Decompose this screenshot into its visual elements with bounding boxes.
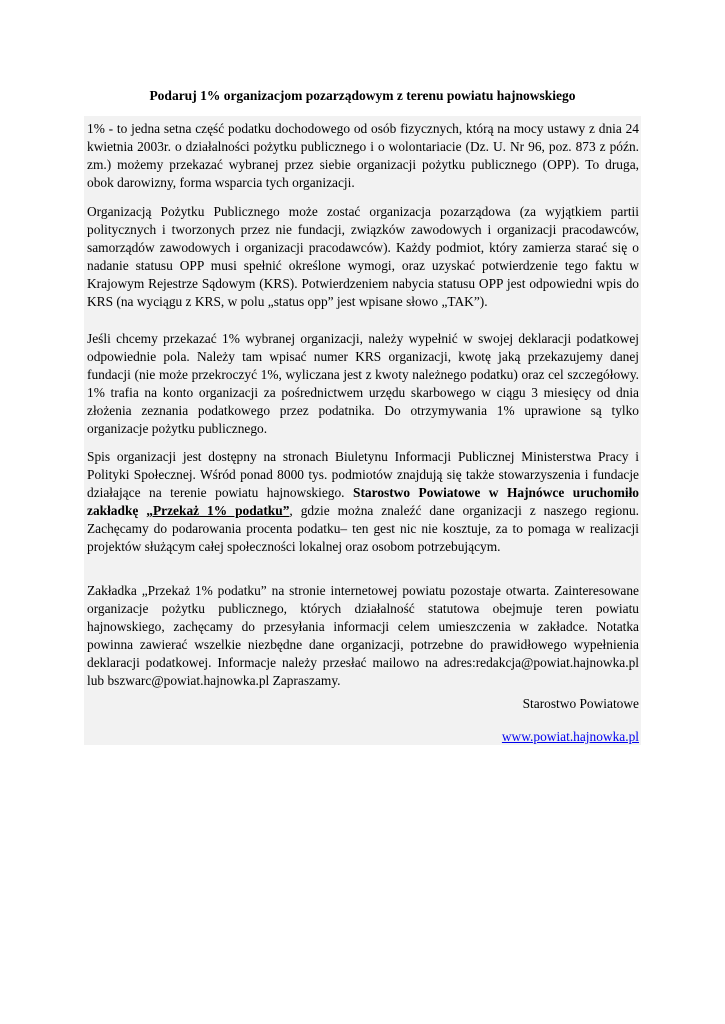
signature: Starostwo Powiatowe <box>522 696 639 711</box>
paragraph-4-bold: Starostwo Powiatowe w Hajnówce uruchomiło zakładkę <box>87 485 639 518</box>
paragraph-1-percent-definition: 1% - to jedna setna część podatku dochodowego od osób fizycznych, którą na mocy ustawy z dnia 24 kwietnia 2003r. o działalności pożytku publicznego i o wolontariacie (Dz. U. Nr 96, poz. 873 z późn. zm.) możemy przekazać wybranej przez siebie organizacji pożytku publicznego (OPP). To druga, obok darowizny, forma wsparcia tych organizacji. <box>87 121 639 190</box>
paragraph-organization-list <box>87 448 639 556</box>
paragraph-4-start: Spis organizacji jest dostępny na stronach Biuletynu Informacji Publicznej Ministerstwa Pracy i Polityki Społecznej. Wśród ponad 8000 tys. podmiotów znajdują się także stowarzyszenia i fundacje działające na terenie powiatu hajnowskiego. <box>87 449 639 500</box>
paragraph-how-to-donate: Jeśli chcemy przekazać 1% wybranej organizacji, należy wypełnić w swojej deklaracji podatkowej odpowiednie pola. Należy tam wpisać numer KRS organizacji, kwotę jaką przekazujemy danej fundacji (nie może przekroczyć 1%, wyliczana jest z kwoty należnego podatku) oraz cel szczegółowy. 1% trafia na konto organizacji za pośrednictwem urzędu skarbowego w ciągu 3 miesięcy od dnia złożenia zeznania podatkowego przez podatnika. Do otrzymywania 1% uprawione są tylko organizacje pożytku publicznego. <box>87 331 639 436</box>
website-link[interactable]: www.powiat.hajnowka.pl <box>501 729 639 744</box>
website-line <box>87 728 639 746</box>
paragraph-tab-open: Zakładka „Przekaż 1% podatku” na stronie internetowej powiatu pozostaje otwarta. Zainteresowane organizacje pożytku publicznego, których działalność statutowa obejmuje teren powiatu hajnowskiego, zachęcamy do przesyłania informacji celem umieszczenia w zakładce. Notatka powinna zawierać wszelkie niezbędne dane organizacji, potrzebne do prawidłowego wypełnienia deklaracji podatkowej. Informacje należy przesłać mailowo na adres:redakcja@powiat.hajnowka.pl lub bszwarc@powiat.hajnowka.pl Zapraszamy. <box>87 583 639 688</box>
page-title: Podaruj 1% organizacjom pozarządowym z terenu powiatu hajnowskiego <box>149 88 576 103</box>
paragraph-4-end: , gdzie można znaleźć dane organizacji z naszego regionu. Zachęcamy do podarowania procenta podatku– ten gest nic nie kosztuje, za to pomaga w realizacji projektów służącym całej społeczności lokalnej oraz osobom potrzebującym. <box>87 503 639 554</box>
tab-name-highlight: „Przekaż 1% podatku” <box>146 503 290 518</box>
paragraph-opp-definition: Organizacją Pożytku Publicznego może zostać organizacja pozarządowa (za wyjątkiem partii politycznych i tworzonych przez nie fundacji, związków zawodowych i organizacji pracodawców, samorządów zawodowych i organizacji pracodawców). Każdy podmiot, który zamierza starać się o nadanie statusu OPP musi spełnić określone wymogi, oraz uzyskać potwierdzenie tego faktu w Krajowym Rejestrze Sądowym (KRS). Potwierdzeniem nabycia statusu OPP jest odpowiedni wpis do KRS (na wyciągu z KRS, w polu „status opp” jest wpisane słowo „TAK”). <box>87 204 639 309</box>
